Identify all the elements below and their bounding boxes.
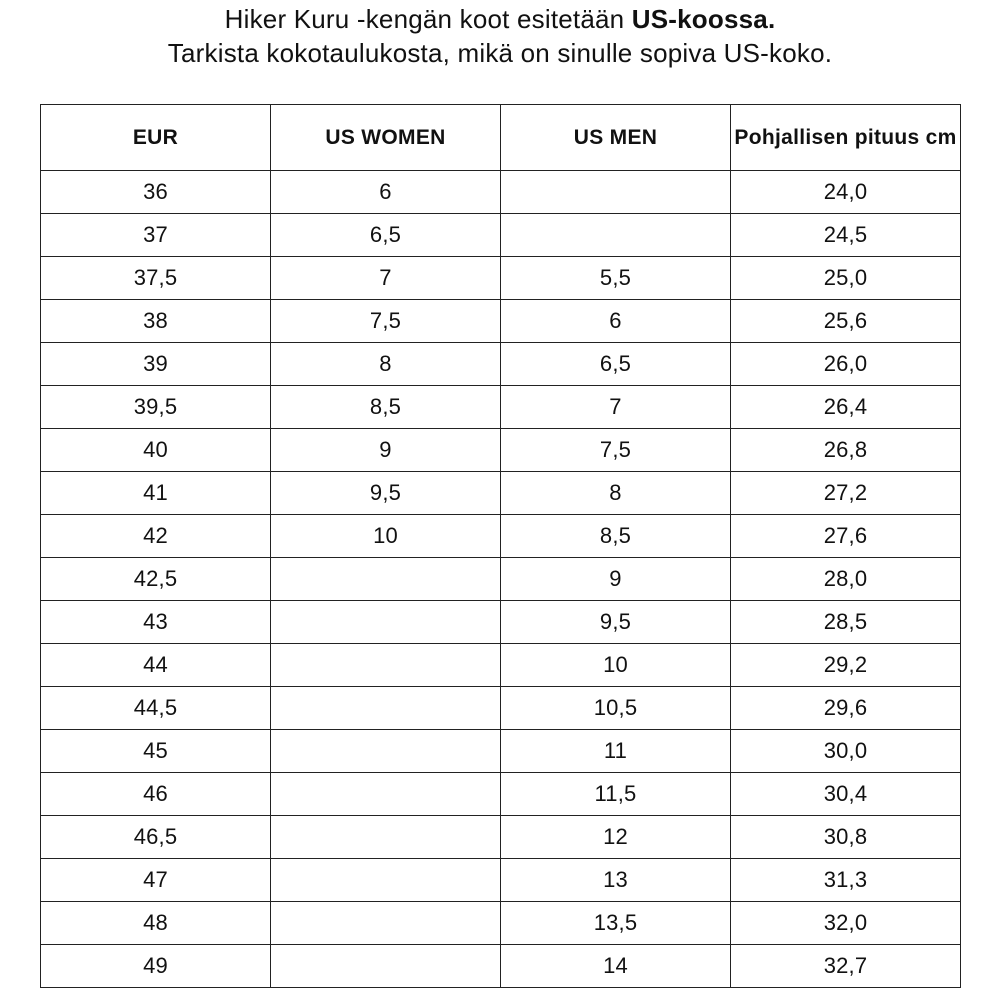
table-row [41,343,961,386]
cell-us-men: 10,5 [501,687,731,730]
cell-us-men: 14 [501,945,731,988]
cell-us-men: 8,5 [501,515,731,558]
cell-insole-length: 28,5 [731,601,961,644]
table-row [41,945,961,988]
cell-us-men: 11 [501,730,731,773]
cell-eur: 42 [41,515,271,558]
cell-eur: 39 [41,343,271,386]
cell-eur: 46,5 [41,816,271,859]
cell-insole-length: 29,2 [731,644,961,687]
cell-eur: 45 [41,730,271,773]
intro-line-2: Tarkista kokotaulukosta, mikä on sinulle sopiva US-koko. [167,38,833,68]
cell-insole-length: 30,8 [731,816,961,859]
table-row [41,816,961,859]
cell-insole-length: 30,0 [731,730,961,773]
cell-us-men: 6 [501,300,731,343]
table-row [41,171,961,214]
table-row [41,601,961,644]
cell-insole-length: 30,4 [731,773,961,816]
cell-us-men: 7,5 [501,429,731,472]
table-row [41,386,961,429]
header-insole-length: Pohjallisen pituus cm [731,105,961,171]
cell-insole-length: 25,6 [731,300,961,343]
cell-us-men [501,214,731,257]
cell-us-women: 10 [271,515,501,558]
table-header-row [41,105,961,171]
cell-insole-length: 31,3 [731,859,961,902]
cell-us-women: 8 [271,343,501,386]
cell-us-women: 7,5 [271,300,501,343]
table-row [41,257,961,300]
size-chart-table [40,104,961,988]
cell-insole-length: 25,0 [731,257,961,300]
cell-us-women: 8,5 [271,386,501,429]
cell-us-women [271,558,501,601]
intro-line-1-text: Hiker Kuru -kengän koot esitetään [224,4,632,34]
cell-us-women [271,601,501,644]
cell-eur: 44 [41,644,271,687]
cell-us-women [271,730,501,773]
cell-us-women: 7 [271,257,501,300]
cell-us-women [271,644,501,687]
cell-insole-length: 24,0 [731,171,961,214]
cell-eur: 47 [41,859,271,902]
cell-us-women [271,816,501,859]
table-row [41,515,961,558]
cell-insole-length: 28,0 [731,558,961,601]
cell-eur: 39,5 [41,386,271,429]
cell-us-women [271,687,501,730]
cell-us-men: 9,5 [501,601,731,644]
cell-us-women [271,902,501,945]
table-row [41,300,961,343]
cell-us-women [271,773,501,816]
cell-insole-length: 26,8 [731,429,961,472]
cell-insole-length: 29,6 [731,687,961,730]
table-row [41,472,961,515]
cell-insole-length: 26,4 [731,386,961,429]
table-row [41,730,961,773]
cell-us-men: 8 [501,472,731,515]
cell-eur: 37,5 [41,257,271,300]
header-eur: EUR [41,105,271,171]
cell-insole-length: 24,5 [731,214,961,257]
intro-line-1-emphasis: US-koossa. [631,4,776,34]
cell-eur: 48 [41,902,271,945]
cell-us-men: 6,5 [501,343,731,386]
cell-eur: 40 [41,429,271,472]
cell-us-women [271,945,501,988]
cell-insole-length: 32,7 [731,945,961,988]
table-row [41,429,961,472]
cell-us-men: 13 [501,859,731,902]
cell-us-men: 11,5 [501,773,731,816]
cell-eur: 46 [41,773,271,816]
cell-us-men [501,171,731,214]
cell-us-men: 10 [501,644,731,687]
table-body [41,171,961,988]
cell-insole-length: 26,0 [731,343,961,386]
header-us-men: US MEN [501,105,731,171]
cell-us-men: 13,5 [501,902,731,945]
cell-us-women: 9 [271,429,501,472]
size-info-text [0,2,1000,70]
cell-eur: 49 [41,945,271,988]
cell-eur: 37 [41,214,271,257]
cell-eur: 43 [41,601,271,644]
table-row [41,558,961,601]
intro-line-1 [0,2,1000,36]
cell-us-men: 5,5 [501,257,731,300]
table-row [41,773,961,816]
table-row [41,644,961,687]
cell-eur: 38 [41,300,271,343]
table-row [41,687,961,730]
cell-eur: 42,5 [41,558,271,601]
cell-us-men: 7 [501,386,731,429]
cell-us-women: 6 [271,171,501,214]
table-row [41,902,961,945]
cell-us-women: 9,5 [271,472,501,515]
table-row [41,859,961,902]
cell-us-men: 9 [501,558,731,601]
cell-insole-length: 32,0 [731,902,961,945]
header-us-women: US WOMEN [271,105,501,171]
cell-us-women [271,859,501,902]
cell-eur: 36 [41,171,271,214]
cell-insole-length: 27,6 [731,515,961,558]
cell-us-women: 6,5 [271,214,501,257]
cell-eur: 41 [41,472,271,515]
cell-us-men: 12 [501,816,731,859]
table-row [41,214,961,257]
cell-eur: 44,5 [41,687,271,730]
cell-insole-length: 27,2 [731,472,961,515]
